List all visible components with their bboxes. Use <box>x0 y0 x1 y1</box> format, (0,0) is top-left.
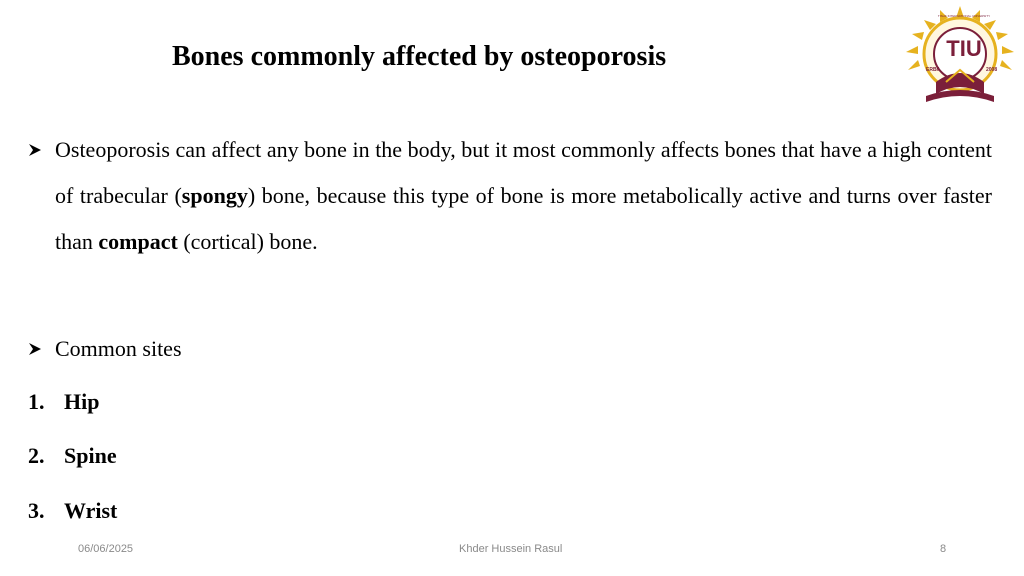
logo-arc-text: TISHK INTERNATIONAL UNIVERSITY <box>937 14 991 18</box>
list-number: 3. <box>28 498 45 523</box>
list-item <box>28 389 99 415</box>
list-item <box>28 498 117 524</box>
list-label: Hip <box>64 389 100 414</box>
bullet1-text-1: Osteoporosis can affect any bone in the body, but it most commonly affects bones that have a high content of trabecular ( <box>55 137 992 208</box>
bullet1-bold-spongy: spongy <box>181 183 248 208</box>
common-sites-label: Common sites <box>55 336 182 361</box>
list-label: Spine <box>64 443 117 468</box>
logo-city: ERBIL <box>926 67 941 73</box>
arrow-bullet-icon <box>28 342 42 356</box>
bullet1-text-2: ) bone, because this type of bone is more metabolically active and turns over faster than <box>55 183 992 254</box>
footer-author: Khder Hussein Rasul <box>459 543 563 555</box>
list-item <box>28 443 117 469</box>
slide-title: Bones commonly affected by osteoporosis <box>172 41 667 72</box>
footer-date: 06/06/2025 <box>78 543 134 555</box>
bullet1-text-3: (cortical) bone. <box>177 229 318 254</box>
bullet1-bold-compact: compact <box>98 229 178 254</box>
logo-initials: TIU <box>946 36 982 61</box>
arrow-bullet-icon <box>28 143 42 157</box>
logo-year: 2008 <box>986 67 998 73</box>
bullet-paragraph <box>28 127 992 265</box>
footer-page-number: 8 <box>940 543 947 555</box>
list-label: Wrist <box>64 498 118 523</box>
list-number: 2. <box>28 443 45 468</box>
list-number: 1. <box>28 389 45 414</box>
common-sites-heading <box>28 331 182 367</box>
